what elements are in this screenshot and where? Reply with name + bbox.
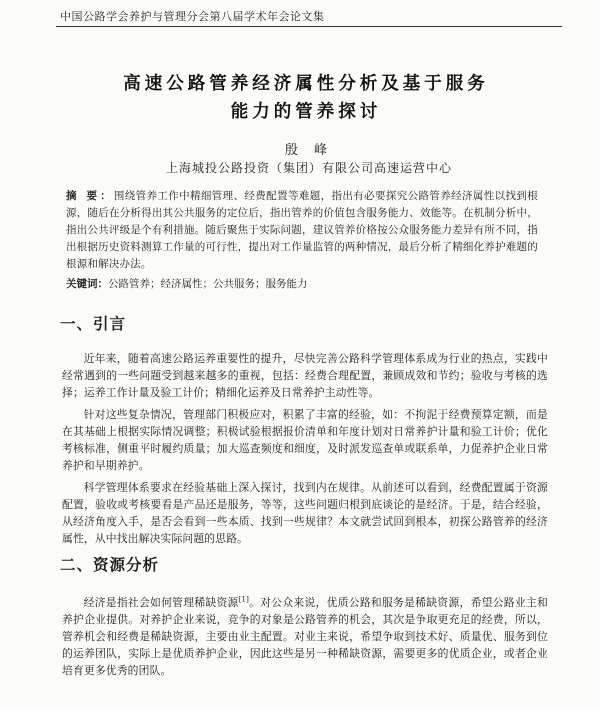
running-head: 中国公路学会养护与管理分会第八届学术年会论文集 <box>60 10 325 23</box>
author-name: 殷 峰 <box>284 143 334 158</box>
section1-paragraph: 针对这些复杂情况，管理部门积极应对，积累了丰富的经验，如：不拘泥于经费预算定额，而是在其基础上根据实际情况调整；积极试验根据报价清单和年度计划对日常养护计量和验工计价；优化考核标准，侧重平时履约质量；加大巡查频度和细度，及时派发巡查单或联系单，力促养护企业日常养护和早期养护。 <box>62 408 548 472</box>
section1-paragraph: 近年来，随着高速公路运养重要性的提升，尽快完善公路科学管理体系成为行业的热点，实践中经常遇到的一些问题受到越来越多的重视，包括：经费合理配置，兼顾成效和节约；验收与考核的选择；运养工作计量及验工计价；精细化运养及日常养护主动性等。 <box>62 352 548 399</box>
section2-paragraph <box>62 594 548 679</box>
section1-body <box>62 350 548 552</box>
keywords <box>66 276 538 292</box>
author-affiliation: 上海城投公路投资（集团）有限公司高速运营中心 <box>165 161 452 175</box>
abstract <box>66 188 538 273</box>
keywords-text: 公路管养；经济属性；公共服务；服务能力 <box>108 278 308 290</box>
keywords-label: 关键词： <box>66 278 108 290</box>
section1-heading: 一、引言 <box>60 315 127 333</box>
section2-text-start: 经济是指社会如何管理稀缺资源 <box>83 596 239 609</box>
section2-heading: 二、资源分析 <box>60 556 160 574</box>
abstract-label: 摘 要： <box>66 190 114 202</box>
section2-text-end: 。对公众来说，优质公路和服务是稀缺资源，希望公路业主和养护企业提供。对养护企业来说，竞争的对象是公路管养的机会，其次是争取更充足的经费，所以，管养机会和经费是稀缺资源，主要由业主配置。对业主来说，希望争取到技术好、质量优、服务到位的运养团队，实际上是优质养护企业，因此这些是另一种稀缺资源，需要更多的优质企业，或者企业培育更多优秀的团队。 <box>62 596 548 677</box>
section2-body <box>62 594 548 684</box>
abstract-text: 围绕管养工作中精细管理、经费配置等难题，指出有必要探究公路管养经济属性以找到根源，随后在分析得出其公共服务的定位后，指出管养的价值包含服务能力、效能等。在机制分析中，指出公共评级是个有利措施。随后聚焦于实际问题，建议管养价格按公众服务能力差异有所不同，指出根据历史资料测算工作量的可行性，提出对工作量监管的两种情况，最后分析了精细化养护难题的根源和解决办法。 <box>66 190 538 270</box>
section1-paragraph: 科学管理体系要求在经验基础上深入探讨，找到内在规律。从前述可以看到，经费配置属于资源配置，验收或考核要看是产品还是服务，等等，这些问题归根到底谈论的是经济。于是，结合经验，从经济角度入手，是否会看到一些本质、找到一些规律？本文就尝试回到根本，初探公路管养的经济属性，从中找出解决实际问题的思路。 <box>62 481 548 545</box>
paper-title-line1: 高速公路管养经济属性分析及基于服务 <box>123 74 489 94</box>
paper-title-line2: 能力的管养探讨 <box>230 102 382 122</box>
header-rule <box>56 26 562 27</box>
citation-ref[interactable]: [1] <box>238 595 249 604</box>
